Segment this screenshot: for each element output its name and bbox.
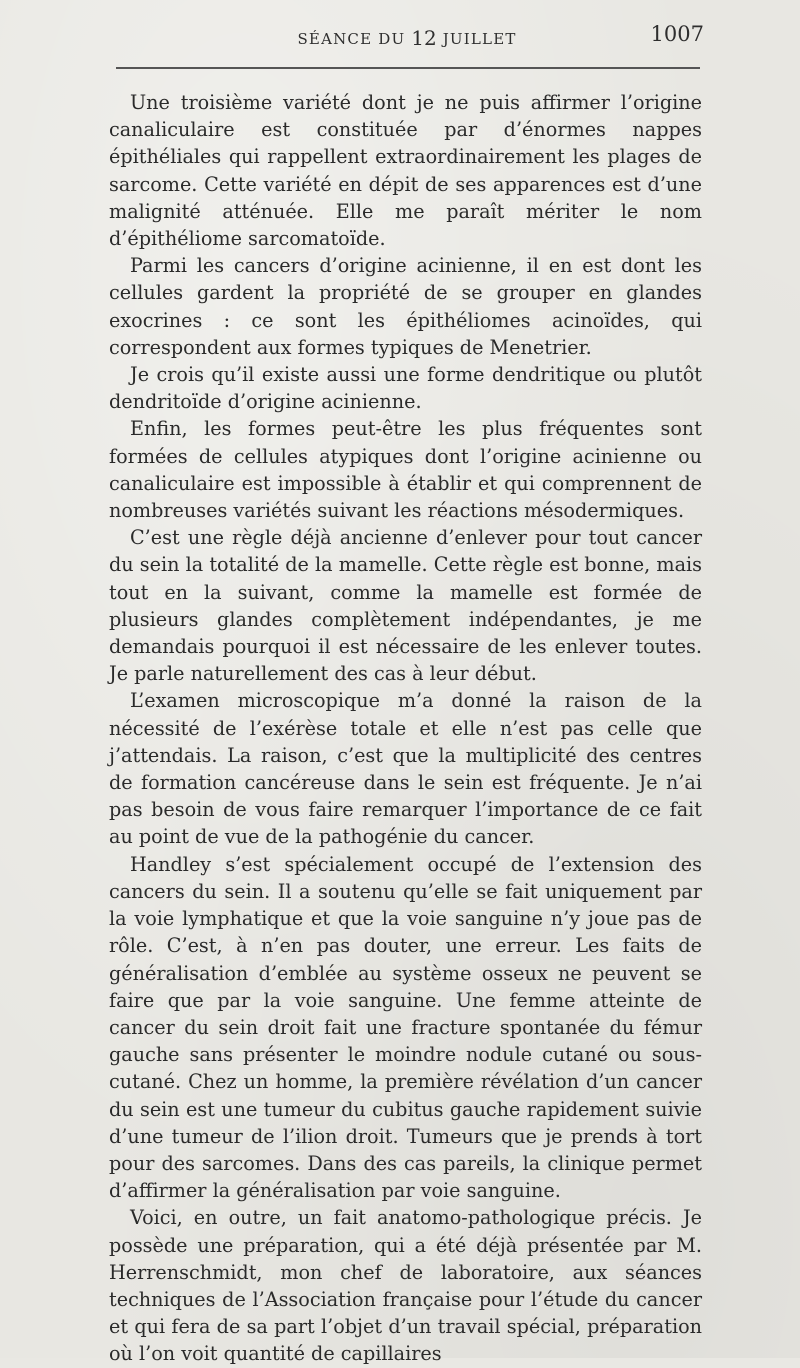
page-number: 1007: [650, 22, 704, 46]
paragraph: Une troisième variété dont je ne puis affirmer l’origine canaliculaire est constituée par d’énormes nappes épithéliales qui rappellent extraordinairement les plages de sarcome. Cette variété en dépit de ses apparences est d’une malignité atténuée. Elle me paraît mériter le nom d’épithéliome sarcomatoïde.: [109, 91, 702, 251]
running-title-month: JUILLET: [442, 30, 517, 48]
body-text: [109, 89, 702, 1368]
page-header: [110, 22, 704, 52]
paragraph: Handley s’est spécialement occupé de l’extension des cancers du sein. Il a soutenu qu’elle se fait uniquement par la voie lymphatique et que la voie sanguine n’y joue pas de rôle. C’est, à n’en pas douter, une erreur. Les faits de généralisation d’emblée au système osseux ne peuvent se faire que par la voie sanguine. Une femme atteinte de cancer du sein droit fait une fracture spontanée du fémur gauche sans présenter le moindre nodule cutané ou sous-cutané. Chez un homme, la première révélation d’un cancer du sein est une tumeur du cubitus gauche rapidement suivie d’une tumeur de l’ilion droit. Tumeurs que je prends à tort pour des sarcomes. Dans des cas pareils, la clinique permet d’affirmer la généralisation par voie sanguine.: [109, 852, 702, 1203]
header-rule: [116, 67, 700, 69]
running-title-day: 12: [411, 26, 437, 50]
running-title-prefix: SÉANCE DU: [297, 30, 406, 48]
running-title: [110, 26, 704, 50]
paragraph: Enfin, les formes peut-être les plus fréquentes sont formées de cellules atypiques dont l’origine acinienne ou canaliculaire est impossible à établir et qui comprennent de nombreuses variétés suivant les réactions mésodermiques.: [109, 417, 702, 523]
paragraph: C’est une règle déjà ancienne d’enlever pour tout cancer du sein la totalité de la mamelle. Cette règle est bonne, mais tout en la suivant, comme la mamelle est formée de plusieurs glandes complètement indépendantes, je me demandais pourquoi il est nécessaire de les enlever toutes. Je parle naturellement des cas à leur début.: [109, 526, 702, 686]
paragraph: Parmi les cancers d’origine acinienne, il en est dont les cellules gardent la propriété de se grouper en glandes exocrines : ce sont les épithéliomes acinoïdes, qui correspondent aux formes typiques de Menetrier.: [109, 254, 702, 359]
paragraph: Je crois qu’il existe aussi une forme dendritique ou plutôt dendritoïde d’origine acinienne.: [109, 363, 702, 414]
paragraph: Voici, en outre, un fait anatomo-pathologique précis. Je possède une préparation, qui a été déjà présentée par M. Herrenschmidt, mon chef de laboratoire, aux séances techniques de l’Association française pour l’étude du cancer et qui fera de sa part l’objet d’un travail spécial, préparation où l’on voit quantité de capillaires: [109, 1206, 702, 1366]
paragraph: L’examen microscopique m’a donné la raison de la nécessité de l’exérèse totale et elle n’est pas celle que j’attendais. La raison, c’est que la multiplicité des centres de formation cancéreuse dans le sein est fréquente. Je n’ai pas besoin de vous faire remarquer l’importance de ce fait au point de vue de la pathogénie du cancer.: [109, 689, 702, 849]
